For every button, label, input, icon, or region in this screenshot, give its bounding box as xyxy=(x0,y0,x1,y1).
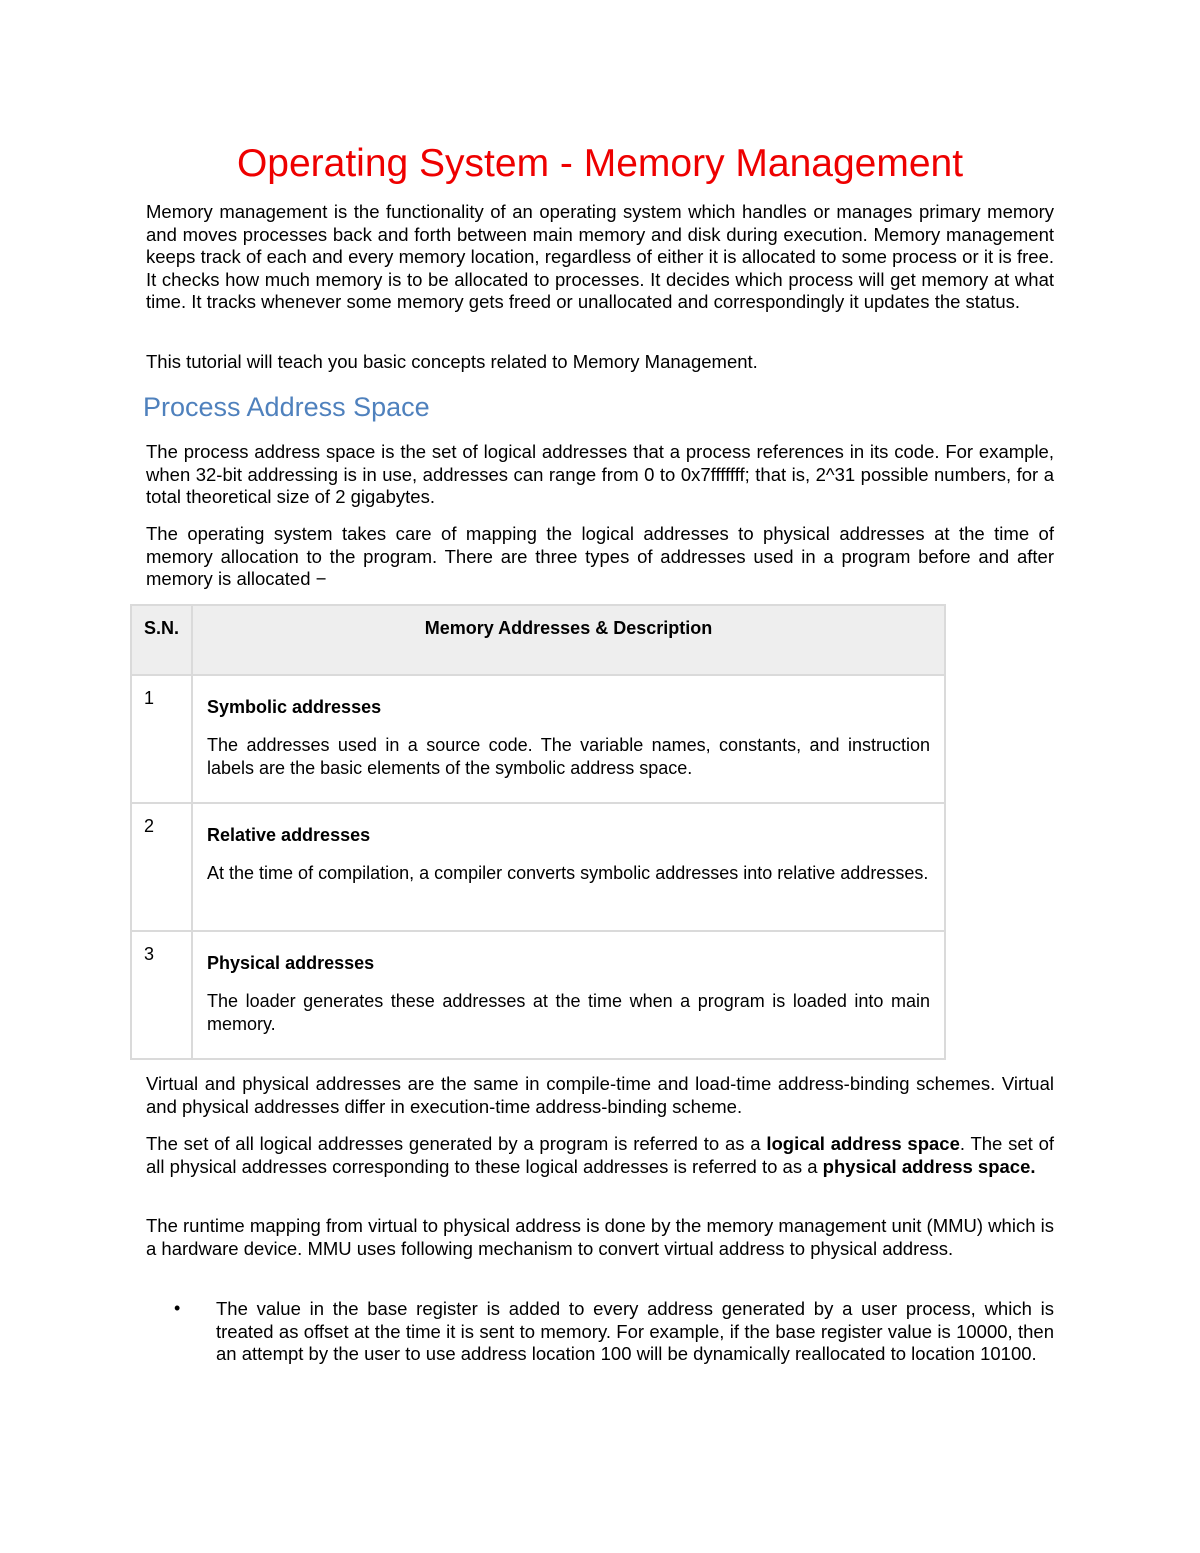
row-description: The loader generates these addresses at the time when a program is loaded into main memory. xyxy=(207,991,930,1034)
row-title: Physical addresses xyxy=(207,953,375,973)
row-title: Relative addresses xyxy=(207,825,371,845)
row-description: The addresses used in a source code. The variable names, constants, and instruction labels are the basic elements of the symbolic address space. xyxy=(207,735,930,778)
row-title: Symbolic addresses xyxy=(207,697,382,717)
address-types-table xyxy=(130,604,946,1060)
row-content xyxy=(192,931,945,1059)
address-space-definition-paragraph xyxy=(146,1133,1054,1178)
logical-address-space-term: logical address space xyxy=(766,1133,960,1154)
binding-paragraph: Virtual and physical addresses are the same in compile-time and load-time address-binding schemes. Virtual and physical addresses differ in execution-time address-binding scheme. xyxy=(146,1073,1054,1117)
space-text-1: The set of all logical addresses generated by a program is referred to as a xyxy=(146,1133,767,1154)
table-row xyxy=(131,803,945,931)
row-content xyxy=(192,803,945,931)
row-content xyxy=(192,675,945,803)
bullet-icon: • xyxy=(174,1298,181,1318)
page-title: Operating System - Memory Management xyxy=(236,142,964,185)
intro-paragraph: Memory management is the functionality of an operating system which handles or manages primary memory and moves processes back and forth between main memory and disk during execution. Memory management keeps track of each and every memory location, regardless of either it is allocated to some process or it is free. It checks how much memory is to be allocated to processes. It decides which process will get memory at what time. It tracks whenever some memory gets freed or unallocated and correspondingly it updates the status. xyxy=(146,201,1054,313)
header-description: Memory Addresses & Description xyxy=(192,605,945,675)
row-description: At the time of compilation, a compiler converts symbolic addresses into relative addresses. xyxy=(207,863,929,883)
tutorial-note: This tutorial will teach you basic concepts related to Memory Management. xyxy=(146,351,758,372)
space-text-2: . The set of all physical addresses corresponding to these logical addresses is referred to as a xyxy=(146,1133,1054,1177)
mmu-paragraph: The runtime mapping from virtual to physical address is done by the memory management unit (MMU) which is a hardware device. MMU uses following mechanism to convert virtual address to physical address. xyxy=(146,1215,1054,1259)
address-space-paragraph-1: The process address space is the set of logical addresses that a process references in its code. For example, when 32-bit addressing is in use, addresses can range from 0 to 0x7fffffff; that is, 2^31 possible numbers, for a total theoretical size of 2 gigabytes. xyxy=(146,441,1054,508)
row-number: 1 xyxy=(131,675,192,803)
section-heading: Process Address Space xyxy=(143,392,430,422)
table-row xyxy=(131,931,945,1059)
address-space-paragraph-2: The operating system takes care of mapping the logical addresses to physical addresses at the time of memory allocation to the program. There are three types of addresses used in a program before and after memory is allocated − xyxy=(146,523,1054,590)
header-sn: S.N. xyxy=(131,605,192,675)
table-header-row xyxy=(131,605,945,675)
bullet-list-item: The value in the base register is added to every address generated by a user process, which is treated as offset at the time it is sent to memory. For example, if the base register value is 10000, then an attempt by the user to use address location 100 will be dynamically reallocated to location 10100. xyxy=(216,1298,1054,1365)
physical-address-space-term: physical address space. xyxy=(822,1155,1036,1177)
row-number: 2 xyxy=(131,803,192,931)
table-row xyxy=(131,675,945,803)
row-number: 3 xyxy=(131,931,192,1059)
